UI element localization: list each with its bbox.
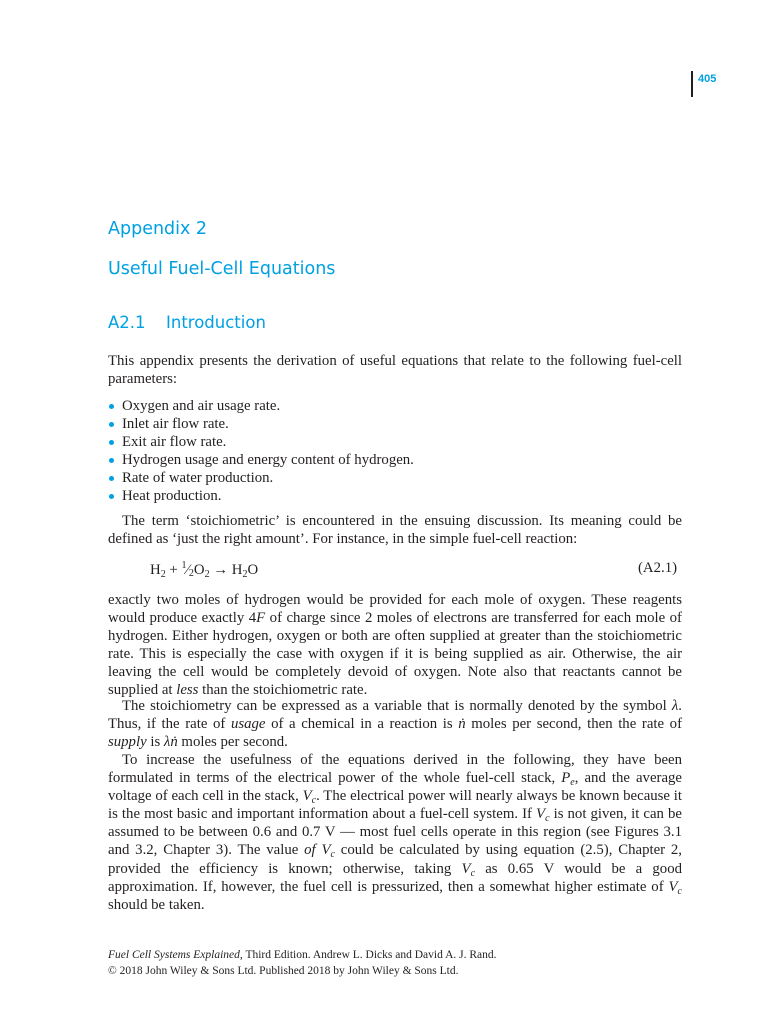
page-number-rule	[691, 71, 693, 97]
stoichiometry-paragraph: The stoichiometry can be expressed as a variable that is normally denoted by the symbol λ. Thus, if the rate of usage of a chemical in a reaction is ṅ moles per second, then the rate of supply is λṅ moles per second.	[108, 698, 682, 751]
power-paragraph: To increase the usefulness of the equations derived in the following, they have been formulated in terms of the electrical power of the whole fuel-cell stack, $P_e$, and the average voltage of each cell in the stack, $V_c$. The electrical power will nearly always be known because it is the most basic and important information about a fuel-cell system. If $V_c$ is not given, it can be assumed to be between 0.6 and 0.7 V — most fuel cells operate in this region (see Figures 3.1 and 3.2, Chapter 3). The value of $V_c$ could be calculated by using equation (2.5), Chapter 2, provided the efficiency is known; otherwise, taking $V_c$ as 0.65 V would be a good approximation. If, however, the fuel cell is pressurized, then a somewhat higher estimate of $V_c$ should be taken.	[108, 752, 682, 913]
stoichiometric-paragraph: The term ‘stoichiometric’ is encountered in the ensuing discussion. Its meaning could be defined as ‘just the right amount’. For instance, in the simple fuel-cell reaction:	[108, 513, 682, 548]
list-item: Oxygen and air usage rate.	[108, 397, 414, 415]
list-item: Heat production.	[108, 487, 414, 505]
section-title: Introduction	[166, 313, 266, 332]
reagents-paragraph: exactly two moles of hydrogen would be provided for each mole of oxygen. These reagents would produce exactly 4F of charge since 2 moles of electrons are transferred for each mole of hydrogen. Either hydrogen, oxygen or both are often supplied at greater than the stoichiometric rate. This is especially the case with oxygen if it is being supplied as air. Otherwise, the air leaving the cell would be completely devoid of oxygen. Note also that reactants cannot be supplied at less than the stoichiometric rate.	[108, 592, 682, 699]
parameter-list	[108, 397, 414, 506]
reaction-equation: $H_2$ + $^1⁄_2O_2 \to H_2O$	[150, 560, 259, 580]
bullet-icon	[109, 494, 114, 499]
page-number: 405	[698, 73, 717, 85]
list-item: Inlet air flow rate.	[108, 415, 414, 433]
intro-paragraph: This appendix presents the derivation of useful equations that relate to the following fuel-cell parameters:	[108, 353, 682, 388]
bullet-icon	[109, 440, 114, 445]
list-item: Rate of water production.	[108, 469, 414, 487]
bullet-icon	[109, 476, 114, 481]
bullet-icon	[109, 458, 114, 463]
equation-number: (A2.1)	[638, 560, 678, 576]
copyright-line: © 2018 John Wiley & Sons Ltd. Published 2018 by John Wiley & Sons Ltd.	[108, 965, 459, 977]
list-item: Exit air flow rate.	[108, 433, 414, 451]
section-heading	[108, 313, 266, 332]
bullet-icon	[109, 422, 114, 427]
appendix-label: Appendix 2	[108, 219, 208, 239]
bullet-icon	[109, 404, 114, 409]
chapter-title: Useful Fuel-Cell Equations	[108, 259, 336, 279]
citation-line: Fuel Cell Systems Explained, Third Edition. Andrew L. Dicks and David A. J. Rand.	[108, 949, 497, 961]
copyright-footer	[108, 947, 497, 979]
list-item: Hydrogen usage and energy content of hydrogen.	[108, 451, 414, 469]
section-number: A2.1	[108, 313, 146, 332]
